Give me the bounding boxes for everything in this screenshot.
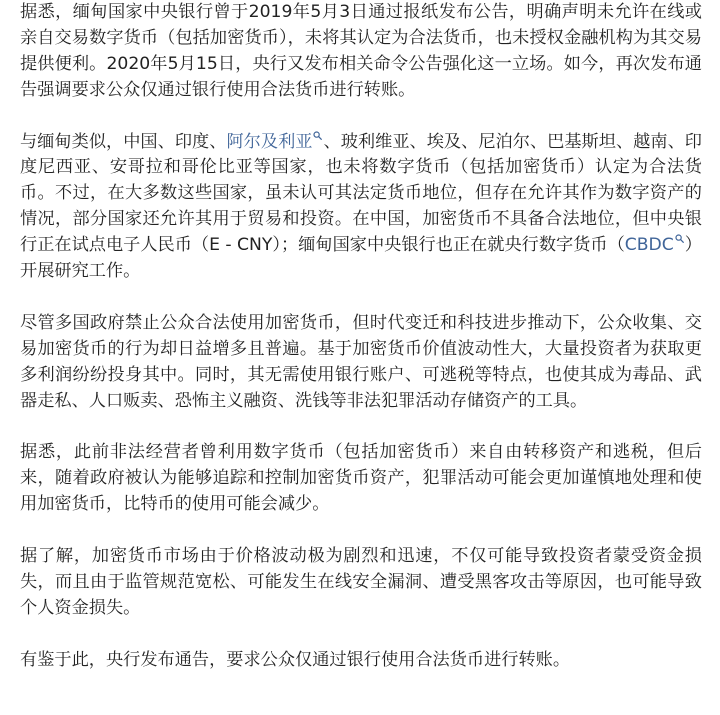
paragraph-2-text-c: ）开展研究工作。 [20, 235, 702, 282]
paragraph-5: 据了解，加密货币市场由于价格波动极为剧烈和迅速，不仅可能导致投资者蒙受资金损失，而且由于监管规范宽松、可能发生在线安全漏洞、遭受黑客攻击等原因，也可能导致个人资金损失。 [20, 545, 702, 618]
paragraph-2-text-b: 、玻利维亚、埃及、尼泊尔、巴基斯坦、越南、印度尼西亚、安哥拉和哥伦比亚等国家，也未将数字货币（包括加密货币）认定为合法货币。不过，在大多数这些国家，虽未认可其法定货币地位，但存在允许其作为数字资产的情况，部分国家还允许其用于贸易和投资。在中国，加密货币不具备合法地位，但中央银行正在试点电子人民币（E - CNY）；缅甸国家中央银行也正在就央行数字货币（ [20, 131, 702, 256]
keyword-link-algeria[interactable] [226, 132, 323, 152]
keyword-link-cbdc[interactable] [625, 235, 685, 255]
keyword-link-cbdc-label: CBDC [624, 235, 674, 256]
keyword-link-algeria-label: 阿尔及利亚 [226, 131, 313, 152]
paragraph-1: 据悉，缅甸国家中央银行曾于2019年5月3日通过报纸发布公告，明确声明未允许在线或亲自交易数字货币（包括加密货币），未将其认定为合法货币，也未授权金融机构为其交易提供便利。2020年5月15日，央行又发布相关命令公告强化这一立场。如今，再次发布通告强调要求公众仅通过银行使用合法货币进行转账。 [20, 2, 702, 100]
paragraph-3: 尽管多国政府禁止公众合法使用加密货币，但时代变迁和科技进步推动下，公众收集、交易加密货币的行为却日益增多且普遍。基于加密货币价值波动性大，大量投资者为获取更多利润纷纷投身其中。同时，其无需使用银行账户、可逃税等特点，也使其成为毒品、武器走私、人口贩卖、恐怖主义融资、洗钱等非法犯罪活动存储资产的工具。 [20, 312, 702, 411]
paragraph-2-text-a: 与缅甸类似，中国、印度、 [20, 131, 227, 152]
paragraph-6: 有鉴于此，央行发布通告，要求公众仅通过银行使用合法货币进行转账。 [20, 649, 571, 670]
search-icon [313, 131, 322, 140]
search-icon [675, 234, 684, 243]
paragraph-2 [20, 130, 702, 285]
article-body [20, 0, 702, 673]
paragraph-4: 据悉，此前非法经营者曾利用数字货币（包括加密货币）来自由转移资产和逃税，但后来，随着政府被认为能够追踪和控制加密货币资产，犯罪活动可能会更加谨慎地处理和使用加密货币，比特币的使用可能会减少。 [20, 442, 702, 515]
